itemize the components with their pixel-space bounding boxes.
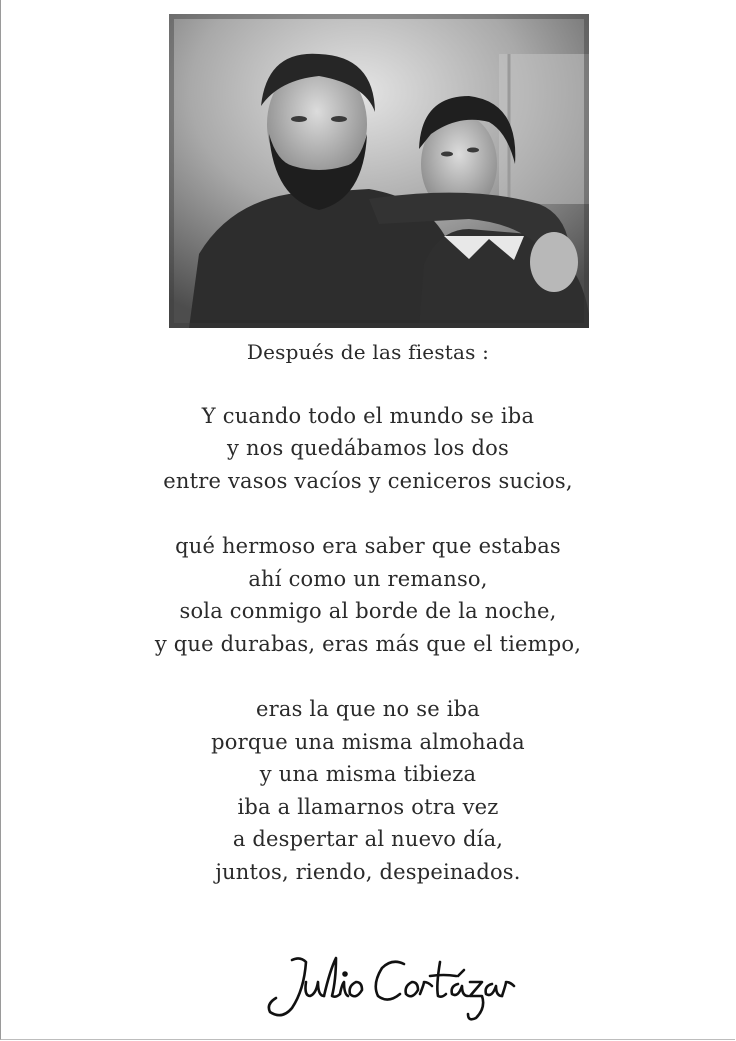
verse-line: ahí como un remanso, <box>248 566 488 591</box>
signature-graphic <box>0 950 736 1030</box>
verse-line: entre vasos vacíos y ceniceros sucios, <box>163 468 573 493</box>
poem <box>0 336 736 921</box>
verse-line: juntos, riendo, despeinados. <box>215 859 521 884</box>
verse-line: sola conmigo al borde de la noche, <box>179 599 557 623</box>
stanza-3 <box>0 693 736 888</box>
verse-line: qué hermoso era saber que estabas <box>175 534 561 558</box>
stanza-1 <box>0 400 736 498</box>
verse-line: y una misma tibieza <box>259 762 477 786</box>
verse-line: a despertar al nuevo día, <box>232 827 504 851</box>
photo-illustration <box>169 14 589 328</box>
black-and-white-photo <box>169 14 589 328</box>
handwritten-signature <box>0 950 736 1030</box>
verse-line: porque una misma almohada <box>211 729 525 754</box>
stanza-2 <box>0 530 736 660</box>
verse-line: eras la que no se iba <box>255 697 481 721</box>
poem-title: Después de las fiestas : <box>246 340 490 364</box>
verse-line: iba a llamarnos otra vez <box>237 794 499 819</box>
verse-line: y que durabas, eras más que el tiempo, <box>154 631 582 656</box>
verse-line: Y cuando todo el mundo se iba <box>201 403 535 428</box>
verse-line: y nos quedábamos los dos <box>227 436 509 460</box>
